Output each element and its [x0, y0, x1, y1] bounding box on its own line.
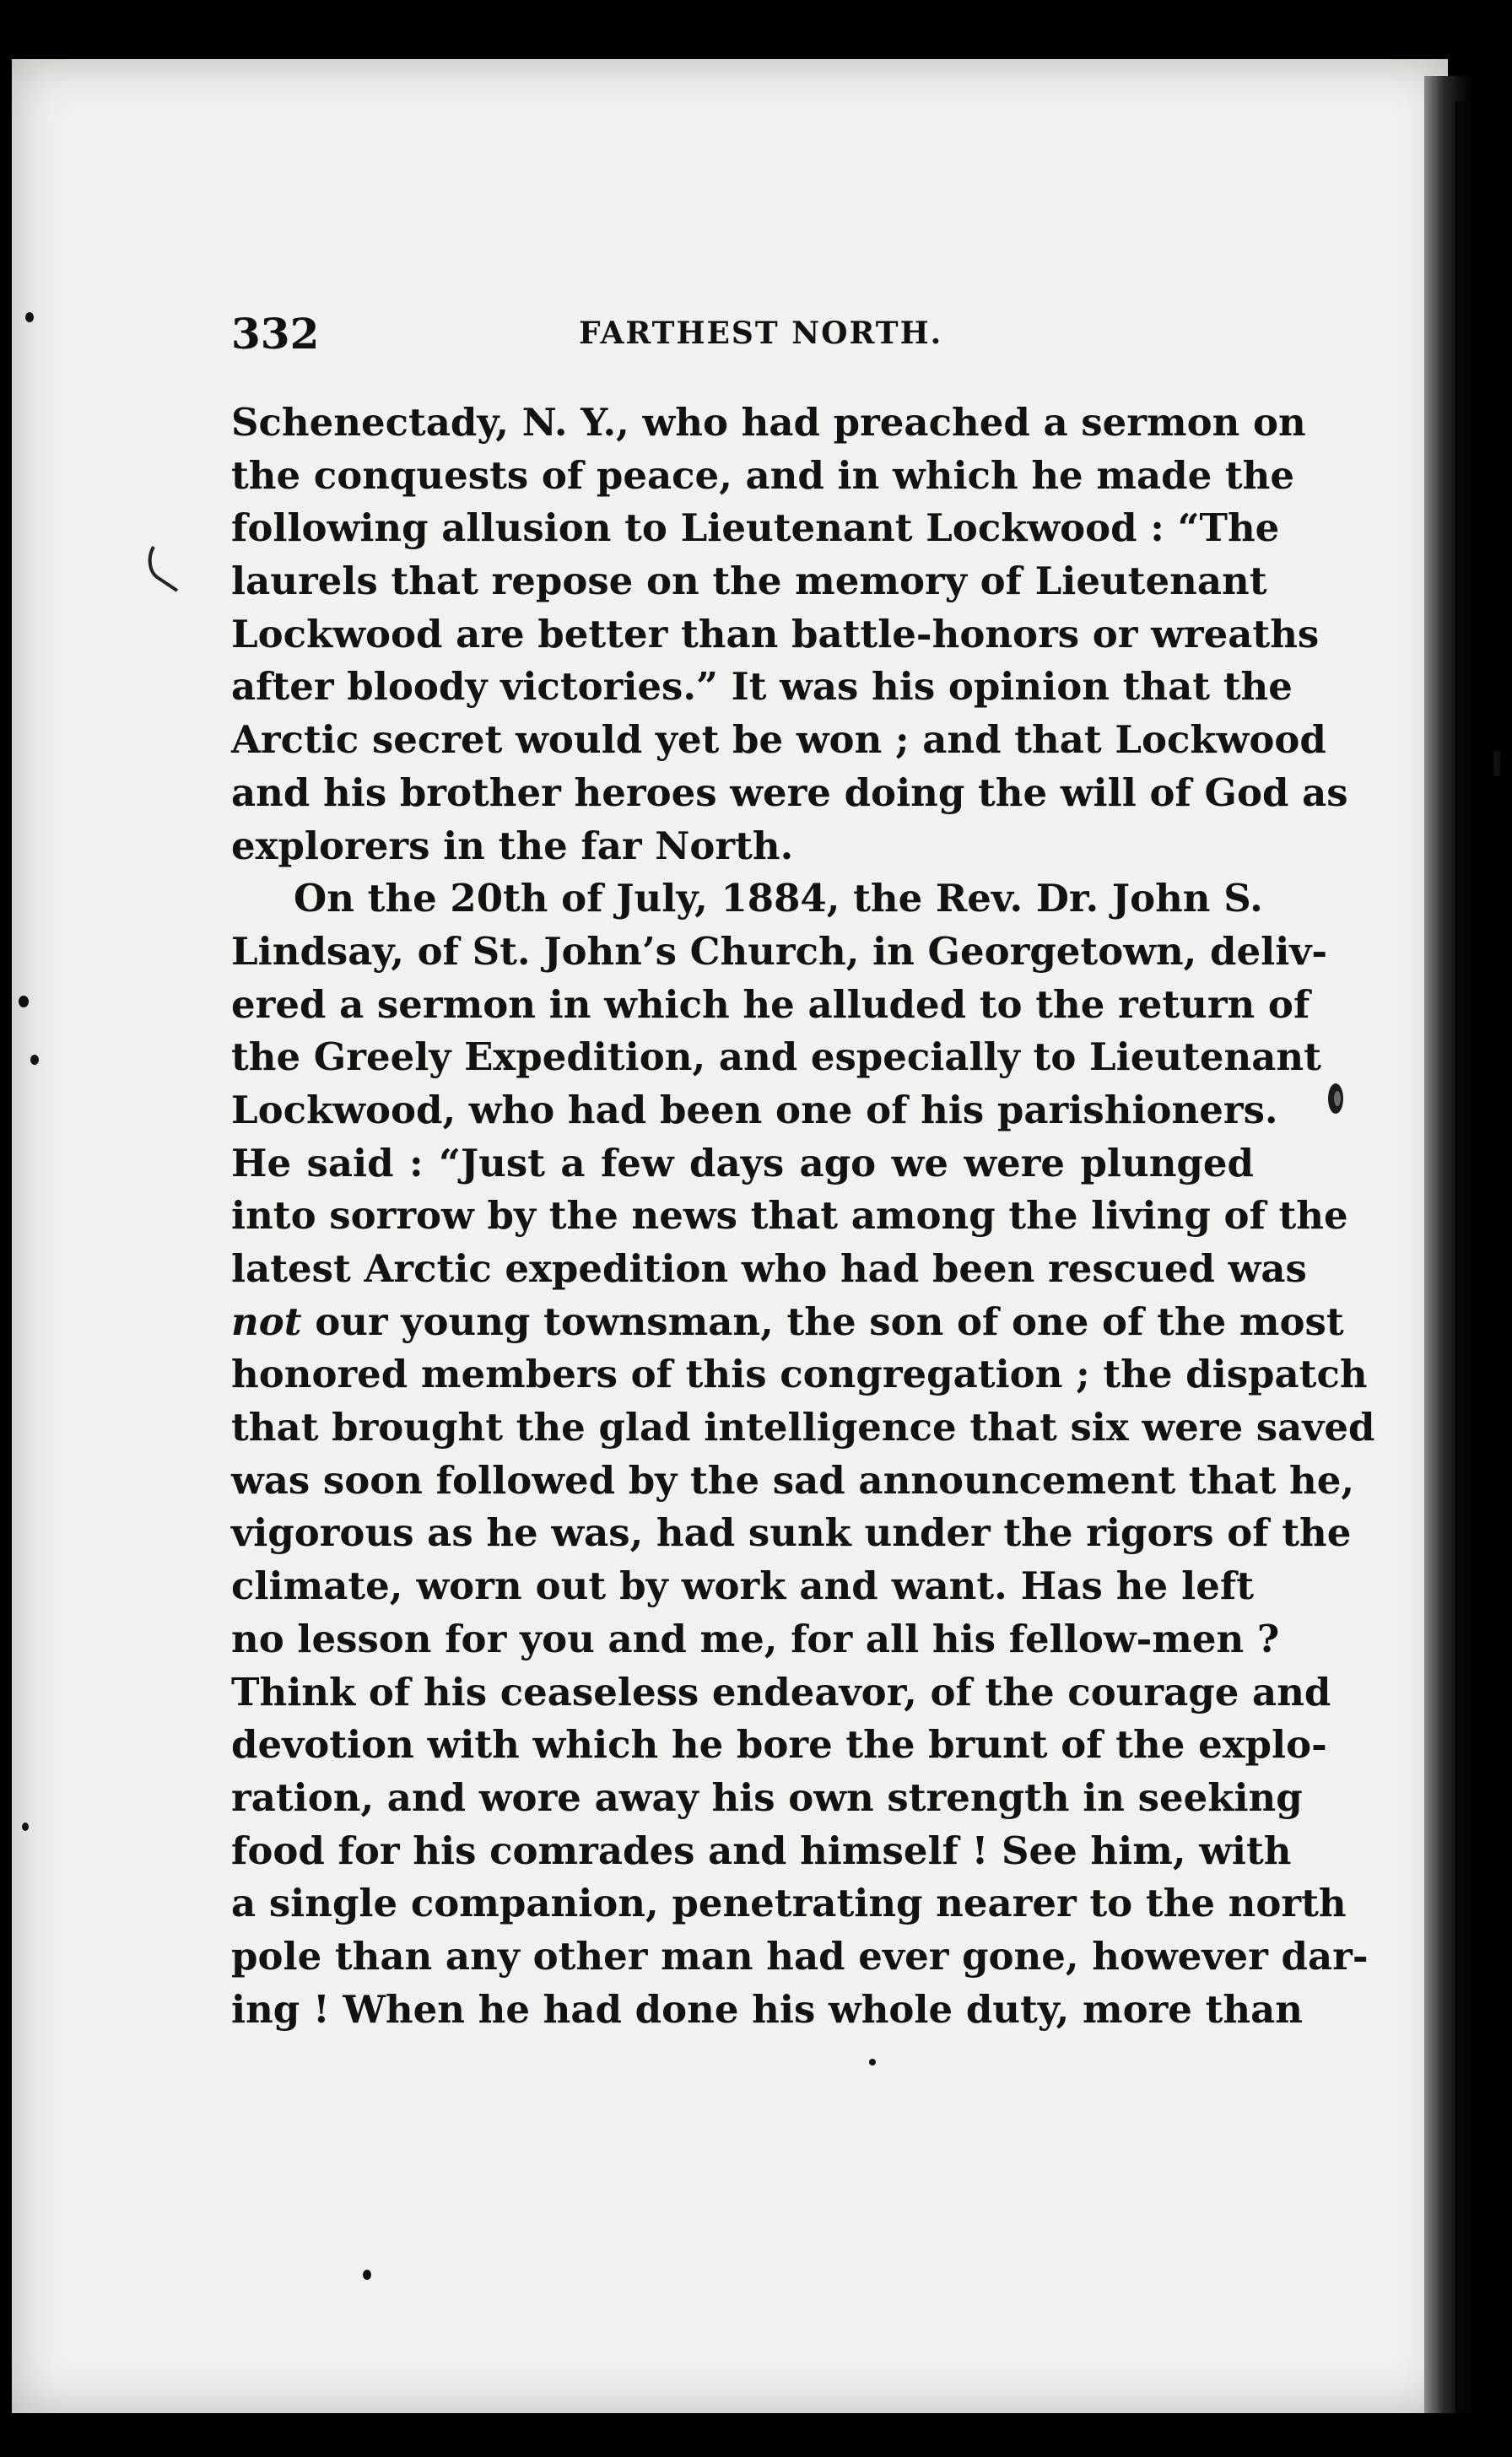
emphasized-word: not	[231, 1299, 302, 1344]
text-line	[231, 1190, 1348, 1243]
text-line-content: Lindsay, of St. John’s Church, in Georgetown, deliv-	[231, 928, 1328, 974]
text-line	[231, 1825, 1292, 1878]
scan-speck	[30, 1055, 39, 1065]
text-line-content: Think of his ceaseless endeavor, of the courage and	[231, 1669, 1331, 1714]
text-line-content: latest Arctic expedition who had been rescued was	[231, 1246, 1307, 1291]
text-line-content: Lockwood, who had been one of his parishioners.	[231, 1087, 1278, 1132]
scan-speck	[25, 312, 34, 322]
text-line	[231, 1243, 1307, 1296]
text-line	[231, 1507, 1352, 1560]
text-line	[231, 661, 1293, 714]
text-line-content: ration, and wore away his own strength in seeking	[231, 1774, 1303, 1820]
scan-speck	[363, 2270, 371, 2280]
page-number: 332	[231, 309, 320, 359]
text-line-content: devotion with which he bore the brunt of the explo-	[231, 1722, 1327, 1768]
text-line	[231, 397, 1306, 450]
text-line	[231, 926, 1328, 979]
text-line-content: no lesson for you and me, for all his fellow-men ?	[231, 1616, 1280, 1661]
text-line	[231, 1613, 1280, 1666]
running-title: FARTHEST NORTH.	[579, 316, 943, 351]
text-line	[231, 1930, 1369, 1984]
text-line-content: climate, worn out by work and want. Has he left	[231, 1563, 1254, 1609]
text-line-content: after bloody victories.” It was his opinion that the	[231, 664, 1293, 710]
text-line	[231, 767, 1348, 820]
running-head	[231, 309, 1261, 368]
text-line	[231, 1137, 1254, 1191]
scan-speck	[1493, 751, 1500, 776]
text-line-content: a single companion, penetrating nearer to the north	[231, 1881, 1347, 1926]
text-line-content: He said : “Just a few days ago we were plunged	[231, 1140, 1254, 1185]
text-line-content: vigorous as he was, had sunk under the rigors of the	[231, 1510, 1352, 1556]
text-line	[231, 1084, 1278, 1137]
body-text	[231, 397, 1375, 2036]
text-line-content: ing ! When he had done his whole duty, more than	[231, 1986, 1303, 2032]
text-line-content: the conquests of peace, and in which he made the	[231, 452, 1295, 498]
text-line	[231, 608, 1320, 662]
text-line	[231, 872, 1263, 926]
text-line-content: into sorrow by the news that among the living of the	[231, 1193, 1348, 1239]
book-gutter-edge	[1455, 101, 1467, 2413]
text-line	[231, 1984, 1303, 2037]
text-line-content: explorers in the far North.	[231, 823, 794, 868]
binding-hole-mark	[1325, 1080, 1347, 1117]
text-line-content: pole than any other man had ever gone, however dar-	[231, 1933, 1369, 1979]
text-line	[231, 1772, 1303, 1825]
text-line-content: was soon followed by the sad announcement that he,	[231, 1457, 1355, 1503]
text-line	[231, 502, 1280, 555]
text-line	[231, 450, 1295, 503]
text-line-content: On the 20th of July, 1884, the Rev. Dr. John S.	[294, 876, 1263, 921]
text-line-content: and his brother heroes were doing the will of God as	[231, 770, 1348, 815]
text-line-content: ered a sermon in which he alluded to the return of	[231, 981, 1310, 1027]
text-line	[231, 555, 1267, 608]
text-line	[231, 1666, 1331, 1720]
text-line	[231, 1401, 1375, 1455]
scan-speck	[19, 996, 29, 1007]
text-line-content: food for his comrades and himself ! See him, with	[231, 1828, 1292, 1873]
text-line-content: the Greely Expedition, and especially to Lieutenant	[231, 1034, 1321, 1080]
text-line-content: honored members of this congregation ; the dispatch	[231, 1352, 1368, 1397]
scan-speck	[869, 2059, 876, 2066]
text-line	[231, 820, 1254, 873]
text-line	[231, 1031, 1321, 1084]
text-line	[231, 1455, 1355, 1508]
text-line	[231, 1296, 1344, 1349]
text-line-content: Arctic secret would yet be won ; and that Lockwood	[231, 717, 1326, 763]
text-line	[231, 714, 1326, 767]
text-line	[231, 979, 1310, 1032]
text-line	[231, 1560, 1254, 1613]
text-line-content: that brought the glad intelligence that six were saved	[231, 1405, 1375, 1450]
text-line-content: Schenectady, N. Y., who had preached a sermon on	[231, 400, 1306, 445]
text-line-content: laurels that repose on the memory of Lieutenant	[231, 559, 1267, 604]
text-line	[231, 1719, 1327, 1772]
margin-pencil-mark	[135, 540, 194, 599]
text-line-content: following allusion to Lieutenant Lockwood : “The	[231, 505, 1280, 551]
text-line	[231, 1877, 1347, 1930]
text-line-content: Lockwood are better than battle-honors or wreaths	[231, 611, 1320, 656]
text-line-content: our young townsman, the son of one of the most	[315, 1299, 1344, 1344]
scan-speck	[22, 1822, 29, 1831]
text-line	[231, 1348, 1368, 1401]
